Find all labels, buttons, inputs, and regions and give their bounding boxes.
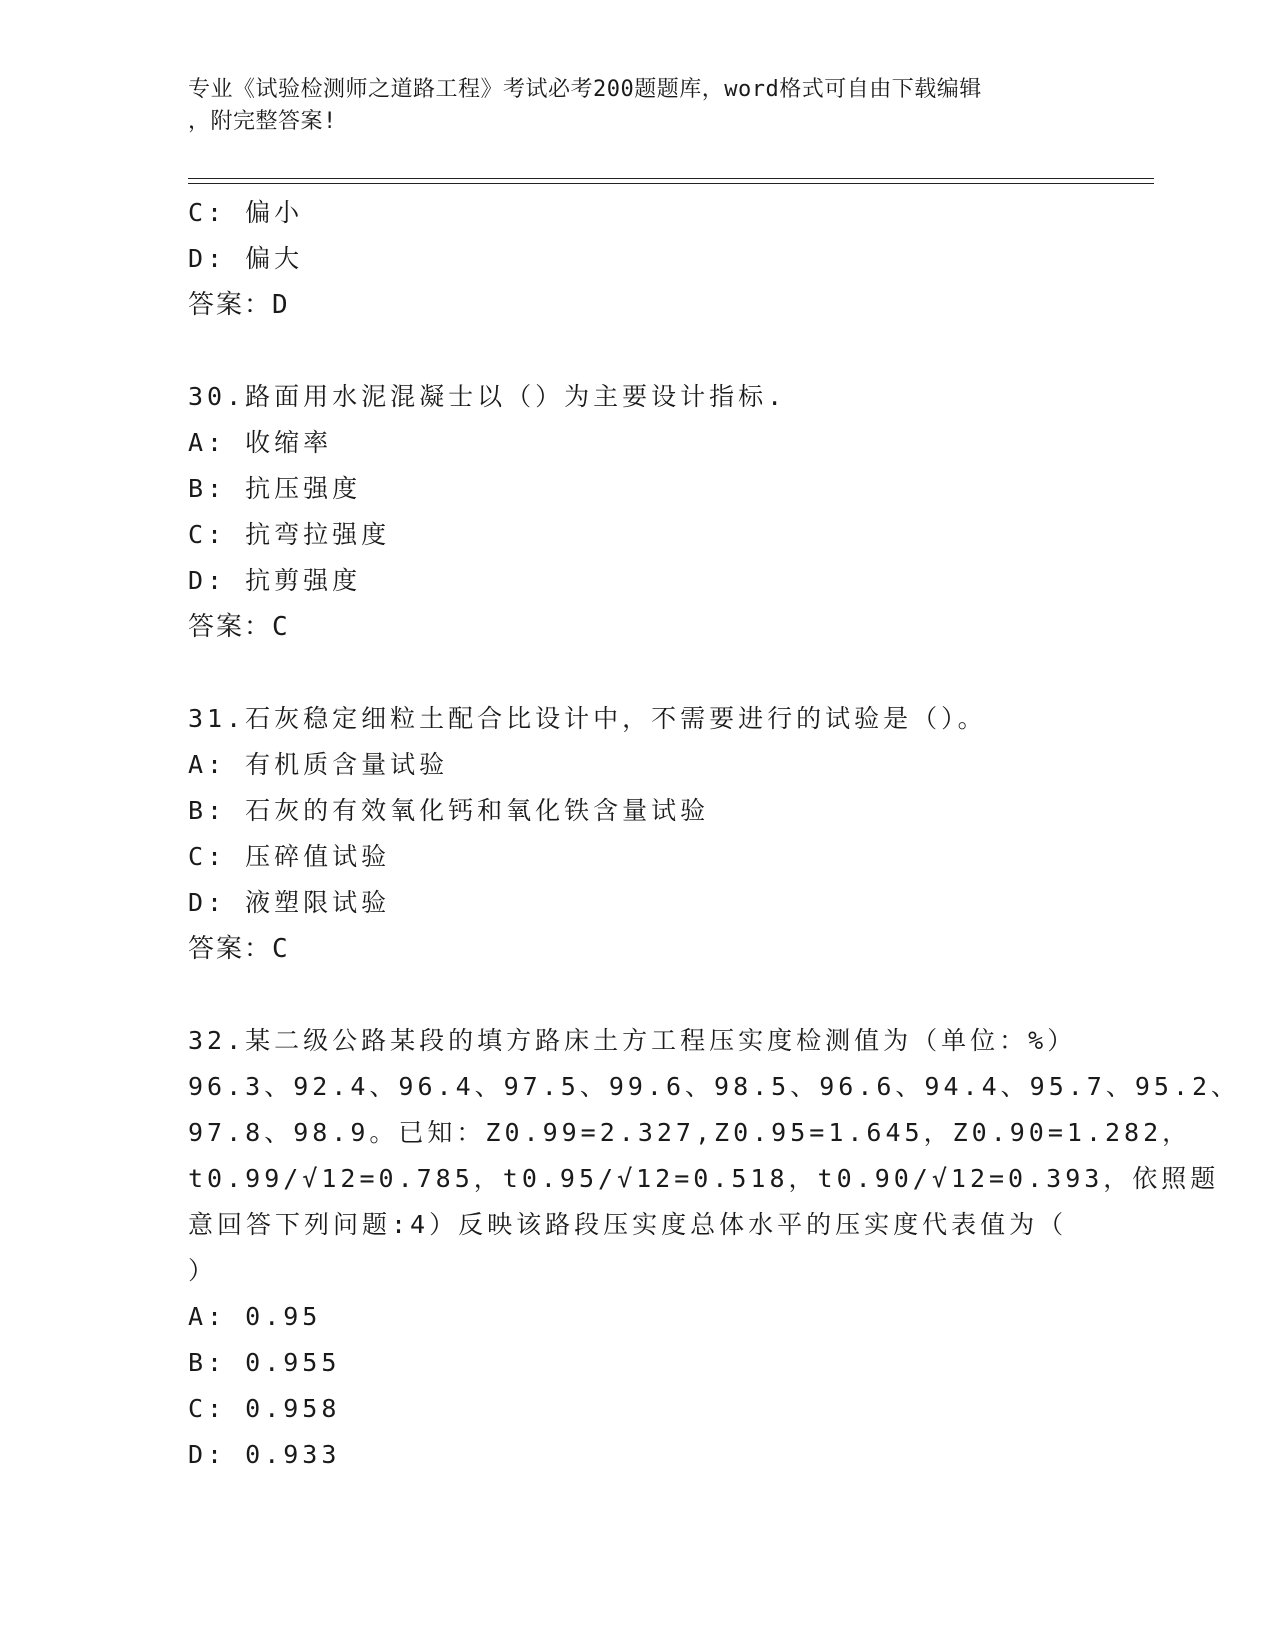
question-list [188,190,1241,1478]
answer-line: 答案：C [188,612,290,642]
question-stem-line: 96.3、92.4、96.4、97.5、99.6、98.5、96.6、94.4、95.7、95.2、 [188,1072,1241,1101]
option-b: B: 石灰的有效氧化钙和氧化铁含量试验 [188,796,710,825]
option-c: C: 偏小 [188,198,304,227]
question-stem-line: ） [188,1256,218,1285]
option-d: D: 抗剪强度 [188,566,362,595]
header-line-2: ，附完整答案! [188,109,337,134]
question-stem: 31.石灰稳定细粒土配合比设计中，不需要进行的试验是（）。 [188,704,987,733]
option-b: B: 0.955 [188,1348,341,1377]
question-stem-line: 97.8、98.9。已知：Z0.99=2.327,Z0.95=1.645，Z0.90=1.282， [188,1118,1192,1147]
option-c: C: 压碎值试验 [188,842,391,871]
option-a: A: 有机质含量试验 [188,750,449,779]
question-stem-line: 32.某二级公路某段的填方路床土方工程压实度检测值为（单位：%） [188,1026,1077,1055]
option-b: B: 抗压强度 [188,474,362,503]
header-line-1: 专业《试验检测师之道路工程》考试必考200题题库，word格式可自由下载编辑 [188,77,982,102]
document-header [188,74,1068,138]
option-d: D: 液塑限试验 [188,888,391,917]
spacer [188,972,1088,1018]
option-a: A: 0.95 [188,1302,322,1331]
option-a: A: 收缩率 [188,428,333,457]
question-block-prev [188,190,1088,328]
answer-line: 答案：C [188,934,290,964]
answer-line: 答案：D [188,290,290,320]
question-block-31 [188,696,1088,972]
question-block-30 [188,374,1088,650]
option-c: C: 抗弯拉强度 [188,520,391,549]
spacer [188,650,1088,696]
question-block-32 [188,1018,1241,1478]
option-d: D: 偏大 [188,244,304,273]
question-stem-line: 意回答下列问题:4）反映该路段压实度总体水平的压实度代表值为（ [188,1210,1068,1239]
header-rule-bottom [188,183,1154,184]
spacer [188,328,1088,374]
question-stem: 30.路面用水泥混凝士以（）为主要设计指标. [188,382,787,411]
option-c: C: 0.958 [188,1394,341,1423]
option-d: D: 0.933 [188,1440,341,1469]
question-stem-line: t0.99/√12=0.785，t0.95/√12=0.518，t0.90/√12=0.393，依照题 [188,1164,1220,1193]
header-rule-top [188,178,1154,179]
